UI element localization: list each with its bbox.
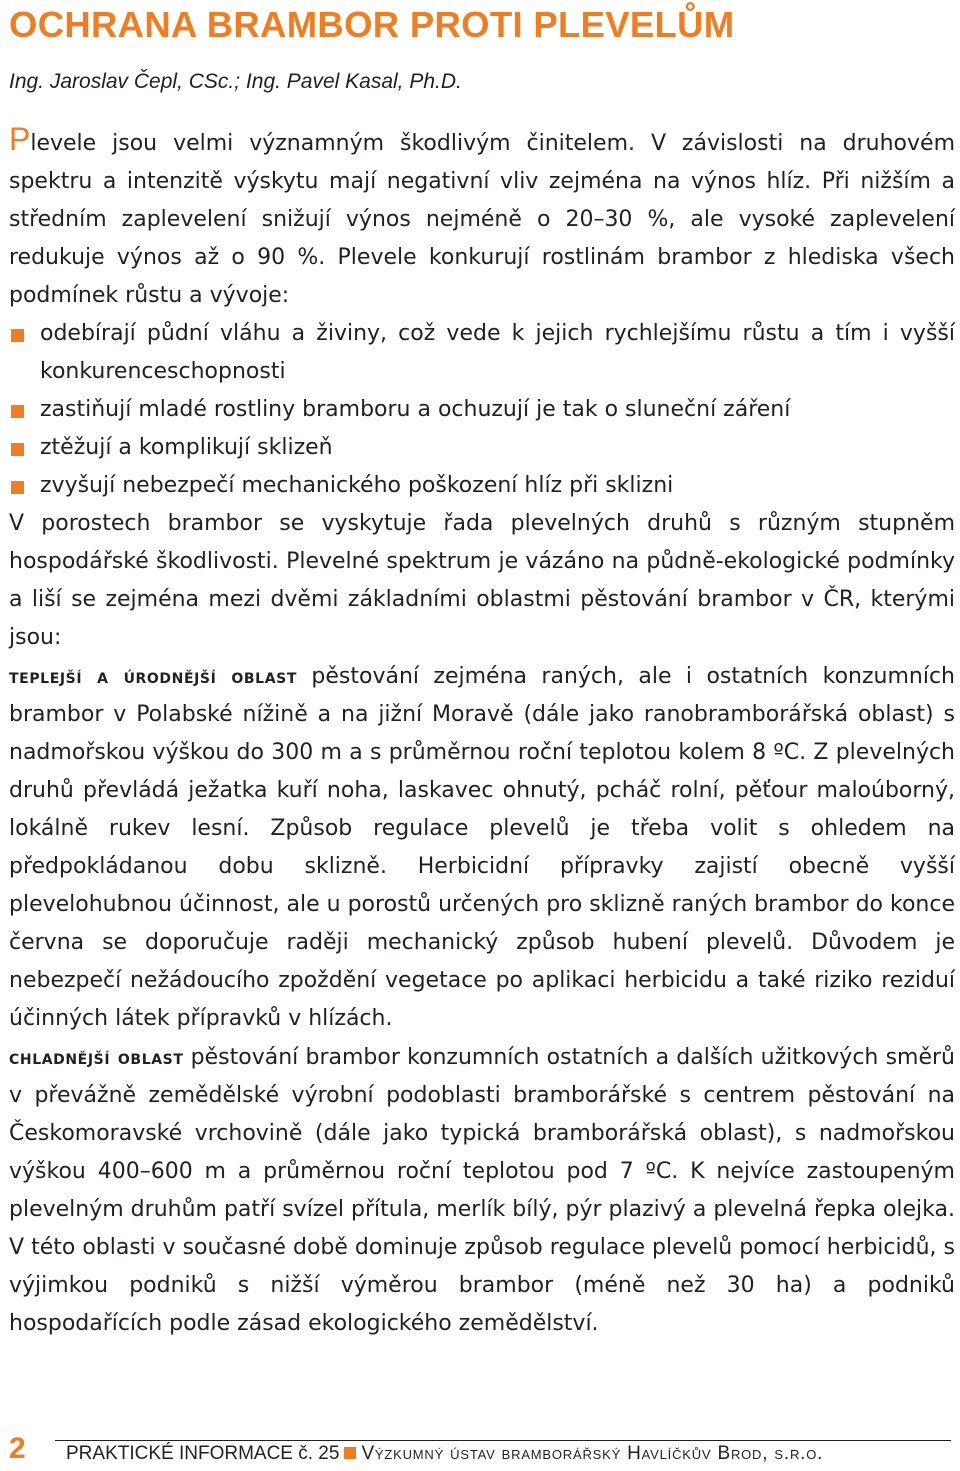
article-body [9, 121, 956, 1343]
page-number: 2 [9, 1432, 26, 1465]
region-cold-text: pěstování brambor konzumních ostatních a dalších užitkových směrů v převážně zemědělské výrobní podoblasti bramborářské s centrem pěstování na Českomoravské vrchovině (dále jako typická bramborářská oblast), s nadmořskou výškou 400–600 m a průměrnou roční teplotou pod 7 ºC. K nejvíce zastoupeným plevelným druhům patří svízel přítula, merlík bílý, pýr plazivý a plevelná řepka olejka. V této oblasti v současné době dominuje způsob regulace plevelů pomocí herbicidů, s výjimkou podniků s nižší výměrou brambor (méně než 30 ha) a podniků hospodařících podle zásad ekologického zemědělství. [9, 1045, 955, 1336]
list-item [9, 391, 955, 429]
intro-text: levele jsou velmi významným škodlivým činitelem. V závislosti na druhovém spektru a intenzitě výskytu mají negativní vliv zejména na výnos hlíz. Při nižším a středním zaplevelení snižují výnos nejméně o 20–30 %, ale vysoké zaplevelení redukuje výnos až o 90 %. Plevele konkurují rostlinám brambor z hlediska všech podmínek růstu a vývoje: [9, 131, 955, 308]
intro-paragraph [9, 121, 955, 315]
page-footer [9, 1432, 951, 1468]
region-warm-text: pěstování zejména raných, ale i ostatních konzumních brambor v Polabské nížině a na jižní Moravě (dále jako ranobramborářská oblast) s nadmořskou výškou do 300 m a s průměrnou roční teplotou kolem 8 ºC. Z plevelných druhů převládá ježatka kuří noha, laskavec ohnutý, pcháč rolní, pěťour maloúborný, lokálně rukev lesní. Způsob regulace plevelů je třeba volit s ohledem na předpokládanou dobu sklizně. Herbicidní přípravky zajistí obecně vyšší plevelohubnou účinnost, ale u porostů určených pro sklizně raných brambor do konce června se doporučuje raději mechanický způsob hubení plevelů. Důvodem je nebezpečí nežádoucího zpoždění vegetace po aplikaci herbicidu a také riziko reziduí účinných látek přípravků v hlízách. [9, 664, 956, 1031]
list-item-text: zastiňují mladé rostliny bramboru a ochuzují je tak o sluneční záření [40, 397, 791, 422]
bullet-list [9, 315, 955, 505]
footer-rule [55, 1440, 951, 1441]
region-cold-label: chladnější oblast [9, 1045, 184, 1069]
square-bullet-icon [11, 481, 24, 494]
region-cold-paragraph [9, 1038, 955, 1343]
region-warm-paragraph [9, 657, 955, 1038]
list-item [9, 467, 955, 505]
region-warm-label: teplejší a úrodnější oblast [9, 664, 297, 688]
square-separator-icon [344, 1447, 356, 1459]
publication-name: PRAKTICKÉ INFORMACE č. 25 [66, 1443, 340, 1464]
list-item-text: odebírají půdní vláhu a živiny, což vede k jejich rychlejšímu růstu a tím i vyšší konkurenceschopnosti [40, 321, 955, 384]
square-bullet-icon [11, 405, 24, 418]
list-item [9, 315, 955, 391]
institute-name: Výzkumný ústav bramborářský Havlíčkův Brod, s.r.o. [361, 1443, 824, 1464]
drop-cap: P [9, 121, 31, 157]
footer-text [66, 1443, 823, 1465]
square-bullet-icon [11, 443, 24, 456]
list-item [9, 429, 955, 467]
species-paragraph: V porostech brambor se vyskytuje řada plevelných druhů s různým stupněm hospodářské škodlivosti. Plevelné spektrum je vázáno na půdně-ekologické podmínky a liší se zejména mezi dvěmi základními oblastmi pěstování brambor v ČR, kterými jsou: [9, 511, 955, 650]
page-title: OCHRANA BRAMBOR PROTI PLEVELŮM [9, 4, 735, 45]
list-item-text: zvyšují nebezpečí mechanického poškození hlíz při sklizni [40, 473, 674, 498]
authors: Ing. Jaroslav Čepl, CSc.; Ing. Pavel Kasal, Ph.D. [9, 70, 462, 93]
square-bullet-icon [11, 329, 24, 342]
list-item-text: ztěžují a komplikují sklizeň [40, 435, 333, 460]
